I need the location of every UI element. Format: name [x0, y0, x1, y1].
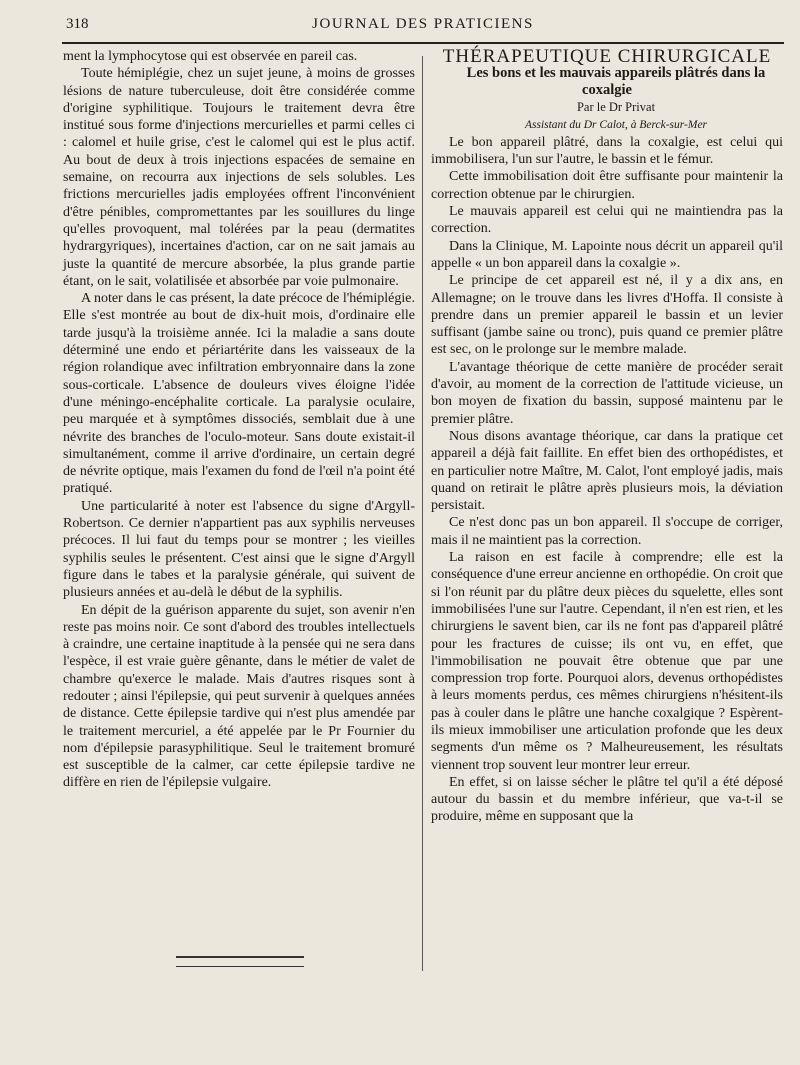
right-column	[431, 48, 783, 826]
paragraph: Ce n'est donc pas un bon appareil. Il s'occupe de corriger, mais il ne maintient pas la correction.	[431, 515, 783, 548]
end-ornament	[176, 956, 304, 967]
affiliation: Assistant du Dr Calot, à Berck-sur-Mer	[524, 118, 708, 131]
paragraph: Cette immobilisation doit être suffisante pour maintenir la correction obtenue par le chirurgien.	[431, 169, 783, 202]
byline: Par le Dr Privat	[576, 100, 656, 115]
article-title: Les bons et les mauvais appareils plâtrés dans la coxalgie	[466, 65, 766, 99]
header-rule	[62, 42, 784, 44]
column-divider	[422, 56, 423, 971]
paragraph: Toute hémiplégie, chez un sujet jeune, à moins de grosses lésions de nature tuberculeuse, doit être considérée comme d'origine syphilitique. Toujours le traitement devra être institué sous forme d'injections mercurielles et parmi celles ci : calomel et huile grise, c'est le calomel qui est le plus actif. Au bout de deux à trois injections espacées de semaine en semaine, on recourra aux injections de sels solubles. Les frictions mercurielles jadis employées offrent l'inconvénient d'être pénibles, compromettantes par les souillures du linge qu'elles provoquent, mal tolérées par la peau (dermatites hydrargyriques), incertaines d'action, car on ne sait jamais au juste la quantité de mercure absorbée, la plus grande partie étant, on le sait, volatilisée et absorbée par voie pulmonaire.	[63, 66, 415, 289]
paragraph: A noter dans le cas présent, la date précoce de l'hémiplégie. Elle s'est montrée au bout de dix-huit mois, d'ordinaire elle tarde jusqu'à la troisième année. Ici la maladie a sans doute déterminé une endo et périartérite dans les vaisseaux de la région rolandique avec infiltration embryonnaire dans la zone sous-corticale. L'absence de douleurs vives éloigne l'idée d'une méningo-encéphalite corticale. La paralysie oculaire, peu marquée et à symptômes dissociés, semblait due à une névrite des branches de l'oculo-moteur. Sans doute existait-il simultanément, comme il arrive d'ordinaire, un certain degré de névrite optique, mais l'examen du fond de l'œil n'a point été pratiqué.	[63, 291, 415, 497]
paragraph: ment la lymphocytose qui est observée en pareil cas.	[63, 49, 358, 64]
paragraph: Le mauvais appareil est celui qui ne maintiendra pas la correction.	[431, 204, 783, 237]
paragraph: Dans la Clinique, M. Lapointe nous décrit un appareil qu'il appelle « un bon appareil dans la coxalgie ».	[431, 238, 783, 271]
paragraph: En dépit de la guérison apparente du sujet, son avenir n'en reste pas moins noir. Ce sont d'abord des troubles intellectuels à craindre, une certaine inaptitude à la pensée qui ne sera dans l'espèce, il est vraie guère gênante, dans le métier de valet de chambre qu'exerce le malade. Mais d'autres risques sont à redouter ; ainsi l'épilepsie, qui peut survenir à quelques années de distance. Cette épilepsie tardive qui n'est plus amendée par le traitement mercuriel, a été appelée par le Pr Fournier du nom d'épilepsie parasyphilitique. Seul le traitement bromuré est susceptible de la calmer, car cette épilepsie tardive ne diffère en rien de l'épilepsie vulgaire.	[63, 602, 415, 791]
paragraph: Nous disons avantage théorique, car dans la pratique cet appareil a déjà fait faillite. En effet bien des orthopédistes, et en particulier notre Maître, M. Calot, l'ont employé jadis, mais quand on retirait le plâtre après plusieurs mois, la déviation persistait.	[431, 428, 783, 514]
paragraph: La raison en est facile à comprendre; elle est la conséquence d'une erreur ancienne en orthopédie. On croit que si l'on réunit par du plâtre deux pièces du squelette, elles sont immobilisées l'une sur l'autre. Cependant, il n'en est rien, et les chirurgiens le savent bien, car ils ne font pas d'appareil plâtré pour les fractures de cuisse; ils ont vu, en effet, que l'immobilisation ne pouvait être obtenue que par une compression trop forte. Pourquoi alors, devenus orthopédistes à leurs moments perdus, ces mêmes chirurgiens n'hésitent-ils pas à couler dans le plâtre une hanche coxalgique ? Espèrent-ils mieux immobiliser une articulation profonde que les deux segments d'un même os ? Malheureusement, les résultats viennent trop souvent leur montrer leur erreur.	[431, 550, 783, 773]
left-column	[63, 48, 415, 792]
paragraph: Le bon appareil plâtré, dans la coxalgie, est celui qui immobilisera, l'un sur l'autre, le bassin et le fémur.	[431, 134, 783, 168]
journal-title: JOURNAL DES PRATICIENS	[312, 16, 534, 32]
section-title: THÉRAPEUTIQUE CHIRURGICALE	[442, 46, 772, 67]
page-header	[62, 14, 784, 42]
paragraph: L'avantage théorique de cette manière de procéder serait d'avoir, au moment de la correction de l'attitude vicieuse, un bon moyen de fixation du bassin, supposé maintenu par le premier plâtre.	[431, 359, 783, 427]
paragraph: En effet, si on laisse sécher le plâtre tel qu'il a été déposé autour du bassin et du membre inférieur, que va-t-il se produire, même en supposant que la	[431, 774, 783, 825]
paragraph: Une particularité à noter est l'absence du signe d'Argyll-Robertson. Ce dernier n'appartient pas aux syphilis nerveuses précoces. Il lui faut du temps pour se montrer ; les vieilles syphilis seules le présentent. C'est ainsi que le signe d'Argyll figure dans le tabes et la paralysie générale, qui suivent de plusieurs années et au-delà le début de la syphilis.	[63, 498, 415, 601]
page-number: 318	[66, 16, 89, 32]
paragraph: Le principe de cet appareil est né, il y a dix ans, en Allemagne; on le trouve dans les livres d'Hoffa. Il consiste à prendre dans un premier appareil le bassin et un levier suffisant (jambe saine ou tronc), puis quand ce premier plâtre est sec, on le prolonge sur le membre malade.	[431, 273, 783, 358]
